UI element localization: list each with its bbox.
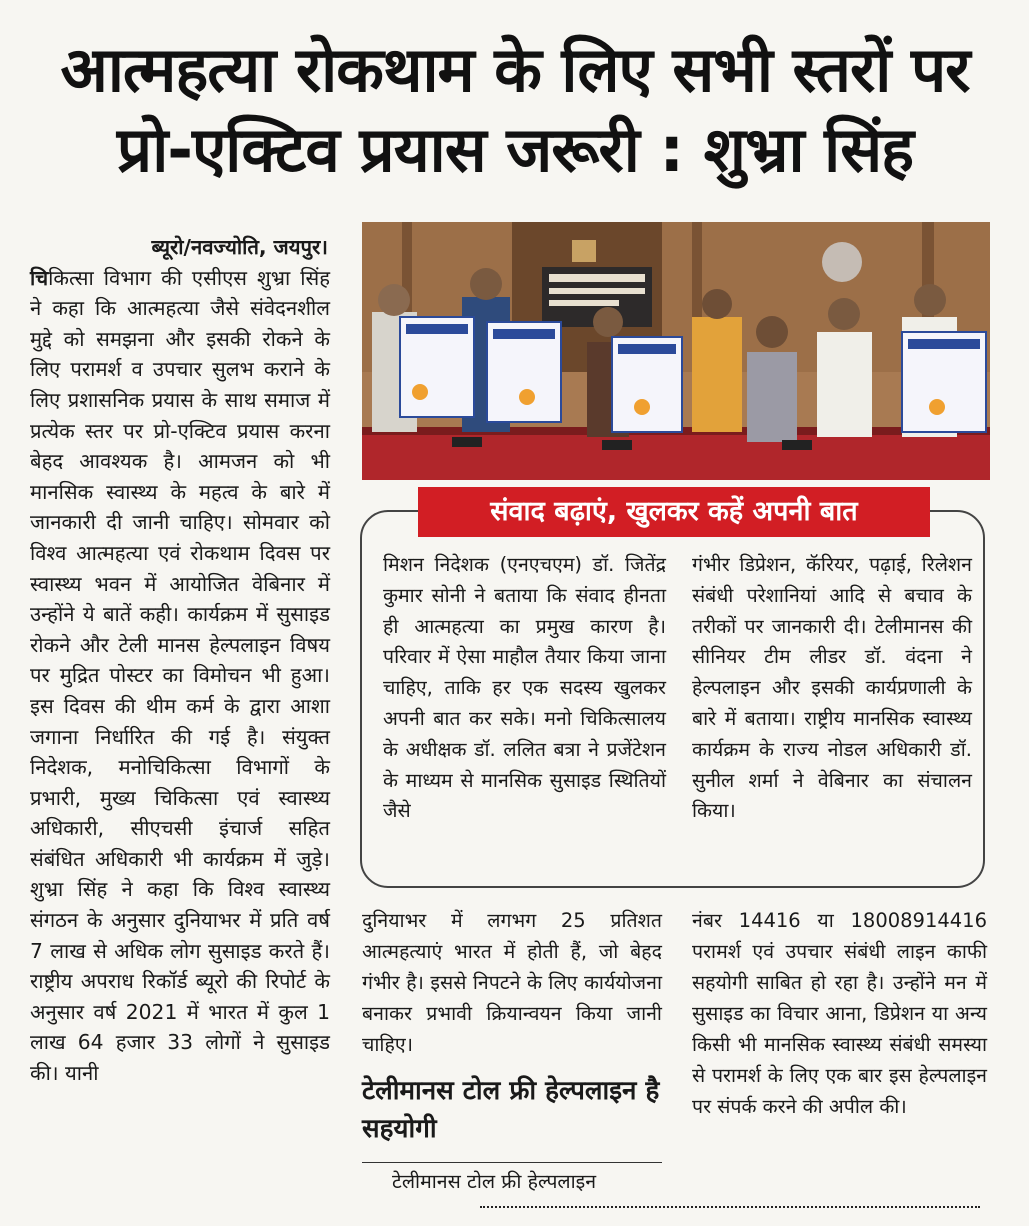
lead-text: कित्सा विभाग की एसीएस शुभ्रा सिंह ने कहा कि आत्महत्या जैसे संवेदनशील मुद्दे को समझना और इसकी रोकने के लिए परामर्श व उपचार सुलभ कराने के लिए प्रशासनिक प्रयास के साथ समाज में प्रत्येक स्तर पर प्रो-एक्टिव प्रयास करना बेहद आवश्यक है। आमजन को भी मानसिक स्वास्थ्य के महत्व के बारे में जानकारी दी जानी चाहिए। सोमवार को विश्व आत्महत्या एवं रोकथाम दिवस पर स्वास्थ्य भवन में आयोजित वेबिनार में उन्होंने ये बातें कही। कार्यक्रम में सुसाइड रोकने और टेली मानस हेल्पलाइन विषय पर मुद्रित पोस्टर का विमोचन भी हुआ। इस दिवस की थीम कर्म के द्वारा आशा जगाना निर्धारित की गई है। संयुक्त निदेशक, मनोचिकित्सा विभागों के प्रभारी, मुख्य चिकित्सा एवं स्वास्थ्य अधिकारी, सीएचसी इंचार्ज सहित संबंधित अधिकारी भी कार्यक्रम में जुड़े। शुभ्रा सिंह ने कहा कि विश्व स्वास्थ्य संगठन के अनुसार दुनियाभर में प्रति वर्ष 7 लाख से अधिक लोग सुसाइड करते हैं। राष्ट्रीय अपराध रिकॉर्ड ब्यूरो की रिपोर्ट के अनुसार वर्ष 2021 में भारत में कुल 1 लाख 64 हजार 33 लोगों ने सुसाइड की। यानी [30, 265, 330, 1086]
next-article-cutoff [480, 1206, 980, 1226]
helpline-subhead: टेलीमानस टोल फ्री हेल्पलाइन है सहयोगी [362, 1076, 660, 1144]
subhead-divider [362, 1162, 662, 1163]
boxed-story-banner: संवाद बढ़ाएं, खुलकर कहें अपनी बात [418, 487, 930, 537]
boxed-story-column-1: मिशन निदेशक (एनएचएम) डॉ. जितेंद्र कुमार सोनी ने बताया कि संवाद हीनता ही आत्महत्या का प्रमुख कारण है। परिवार में ऐसा माहौल तैयार किया जाना चाहिए, ताकि हर एक सदस्य खुलकर अपनी बात कर सके। मनो चिकित्सालय के अधीक्षक डॉ. ललित बत्रा ने प्रजेंटेशन के माध्यम से मानसिक सुसाइड स्थितियों जैसे [383, 553, 666, 823]
drop-cap: चि [30, 265, 49, 290]
poster-release-photo [362, 222, 990, 480]
helpline-intro: टेलीमानस टोल फ्री हेल्पलाइन [392, 1170, 597, 1193]
article-right-column: नंबर 14416 या 18008914416 परामर्श एवं उपचार संबंधी लाइन काफी सहयोगी साबित हो रहा है। उन्होंने मन में सुसाइड का विचार आना, डिप्रेशन या अन्य किसी भी मानसिक स्वास्थ्य संबंधी समस्या से परामर्श के लिए एक बार इस हेल्पलाइन पर संपर्क करने की अपील की। [692, 909, 987, 1118]
article-middle-column: दुनियाभर में लगभग 25 प्रतिशत आत्महत्याएं भारत में होती हैं, जो बेहद गंभीर है। इससे निपटने के लिए कार्ययोजना बनाकर प्रभावी क्रियान्वयन किया जानी चाहिए। [362, 909, 662, 1056]
article-left-column [30, 232, 330, 1089]
event-photo [362, 222, 990, 480]
headline-line-1: आत्महत्या रोकथाम के लिए सभी स्तरों पर [60, 33, 970, 106]
lead-paragraph [30, 263, 330, 1089]
boxed-story-column-2: गंभीर डिप्रेशन, कॅरियर, पढ़ाई, रिलेशन संबंधी परेशानियां आदि से बचाव के तरीकों पर जानकारी दी। टेलीमानस की सीनियर टीम लीडर डॉ. वंदना ने हेल्पलाइन और इसकी कार्यप्रणाली के बारे में बताया। राष्ट्रीय मानसिक स्वास्थ्य कार्यक्रम के राज्य नोडल अधिकारी डॉ. सुनील शर्मा ने वेबिनार का संचालन किया। [692, 553, 972, 823]
headline-line-2: प्रो-एक्टिव प्रयास जरूरी : शुभ्रा सिंह [116, 113, 914, 186]
headline [20, 30, 1010, 190]
dateline: ब्यूरो/नवज्योति, जयपुर। [151, 235, 328, 259]
